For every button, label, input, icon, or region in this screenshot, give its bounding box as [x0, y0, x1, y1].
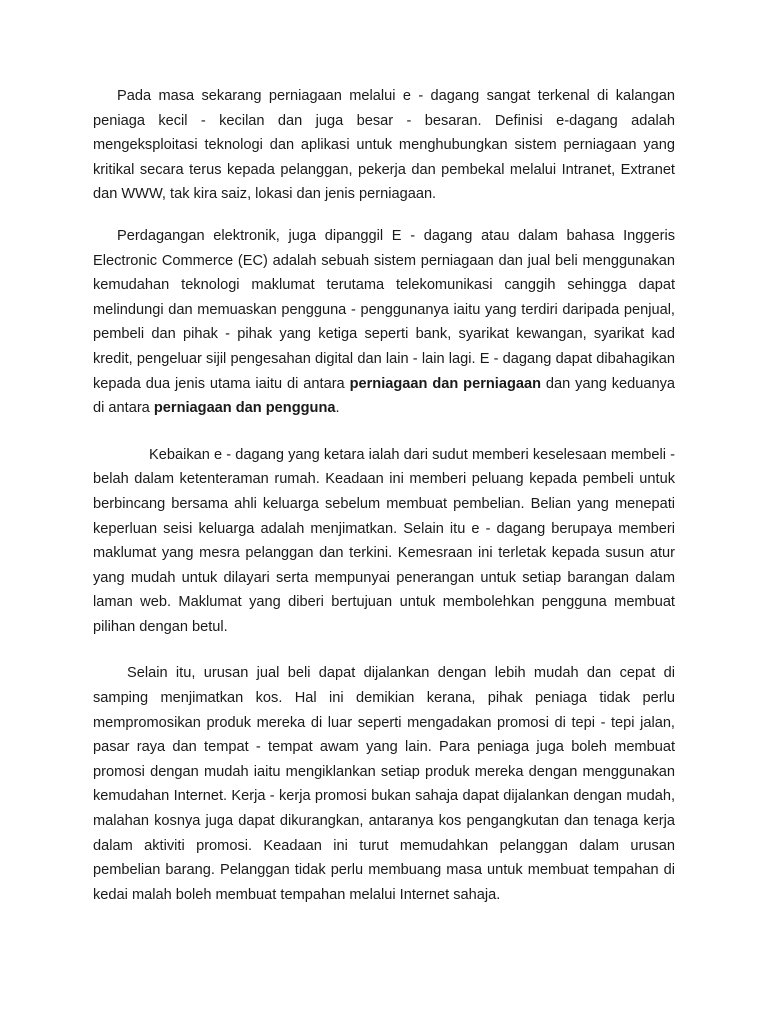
- document-page: [93, 84, 675, 907]
- paragraph-4: Selain itu, urusan jual beli dapat dijalankan dengan lebih mudah dan cepat di samping menjimatkan kos. Hal ini demikian kerana, pihak peniaga tidak perlu mempromosikan produk mereka di luar seperti mengadakan promosi di tepi - tepi jalan, pasar raya dan tempat - tempat awam yang lain. Para peniaga juga boleh membuat promosi dengan mudah iaitu mengiklankan setiap produk mereka dengan menggunakan kemudahan Internet. Kerja - kerja promosi bukan sahaja dapat dijalankan dengan mudah, malahan kosnya juga dapat dikurangkan, antaranya kos pengangkutan dan tenaga kerja dalam aktiviti promosi. Keadaan ini turut memudahkan pelanggan dalam urusan pembelian barang. Pelanggan tidak perlu membuang masa untuk membuat tempahan di kedai malah boleh membuat tempahan melalui Internet sahaja.: [93, 665, 675, 903]
- paragraph-2-text-c: .: [335, 400, 340, 417]
- paragraph-3: Kebaikan e - dagang yang ketara ialah dari sudut memberi keselesaan membeli - belah dalam ketenteraman rumah. Keadaan ini memberi peluang kepada pembeli untuk berbincang bersama ahli keluarga sebelum membuat pembelian. Belian yang menepati keperluan seisi keluarga adalah menjimatkan. Selain itu e - dagang berupaya memberi maklumat yang mesra pelanggan dan terkini. Kemesraan ini terletak kepada susun atur yang mudah untuk dilayari serta mempunyai penerangan untuk setiap barangan dalam laman web. Maklumat yang diberi bertujuan untuk membolehkan pengguna membuat pilihan dengan betul.: [93, 446, 675, 635]
- paragraph-1: Pada masa sekarang perniagaan melalui e - dagang sangat terkenal di kalangan peniaga kecil - kecilan dan juga besar - besaran. Definisi e-dagang adalah mengeksploitasi teknologi dan aplikasi untuk menghubungkan sistem perniagaan yang kritikal secara terus kepada pelanggan, pekerja dan pembekal melalui Intranet, Extranet dan WWW, tak kira saiz, lokasi dan jenis perniagaan.: [93, 88, 675, 203]
- bold-term-b2c: perniagaan dan pengguna: [153, 400, 336, 417]
- paragraph-2: [93, 224, 675, 421]
- bold-term-b2b: perniagaan dan perniagaan: [349, 375, 542, 392]
- paragraph-2-text-b: dan yang keduanya di antara: [93, 375, 675, 417]
- paragraph-2-text-a: Perdagangan elektronik, juga dipanggil E - dagang atau dalam bahasa Inggeris Electronic Commerce (EC) adalah sebuah sistem perniagaan dan jual beli menggunakan kemudahan teknologi maklumat terutama telekomunikasi canggih sehingga dapat melindungi dan memuaskan pengguna - penggunanya iaitu yang terdiri daripada penjual, pembeli dan pihak - pihak yang ketiga seperti bank, syarikat kewangan, syarikat kad kredit, pengeluar sijil pengesahan digital dan lain - lain lagi. E - dagang dapat dibahagikan kepada dua jenis utama iaitu di antara: [93, 227, 675, 392]
